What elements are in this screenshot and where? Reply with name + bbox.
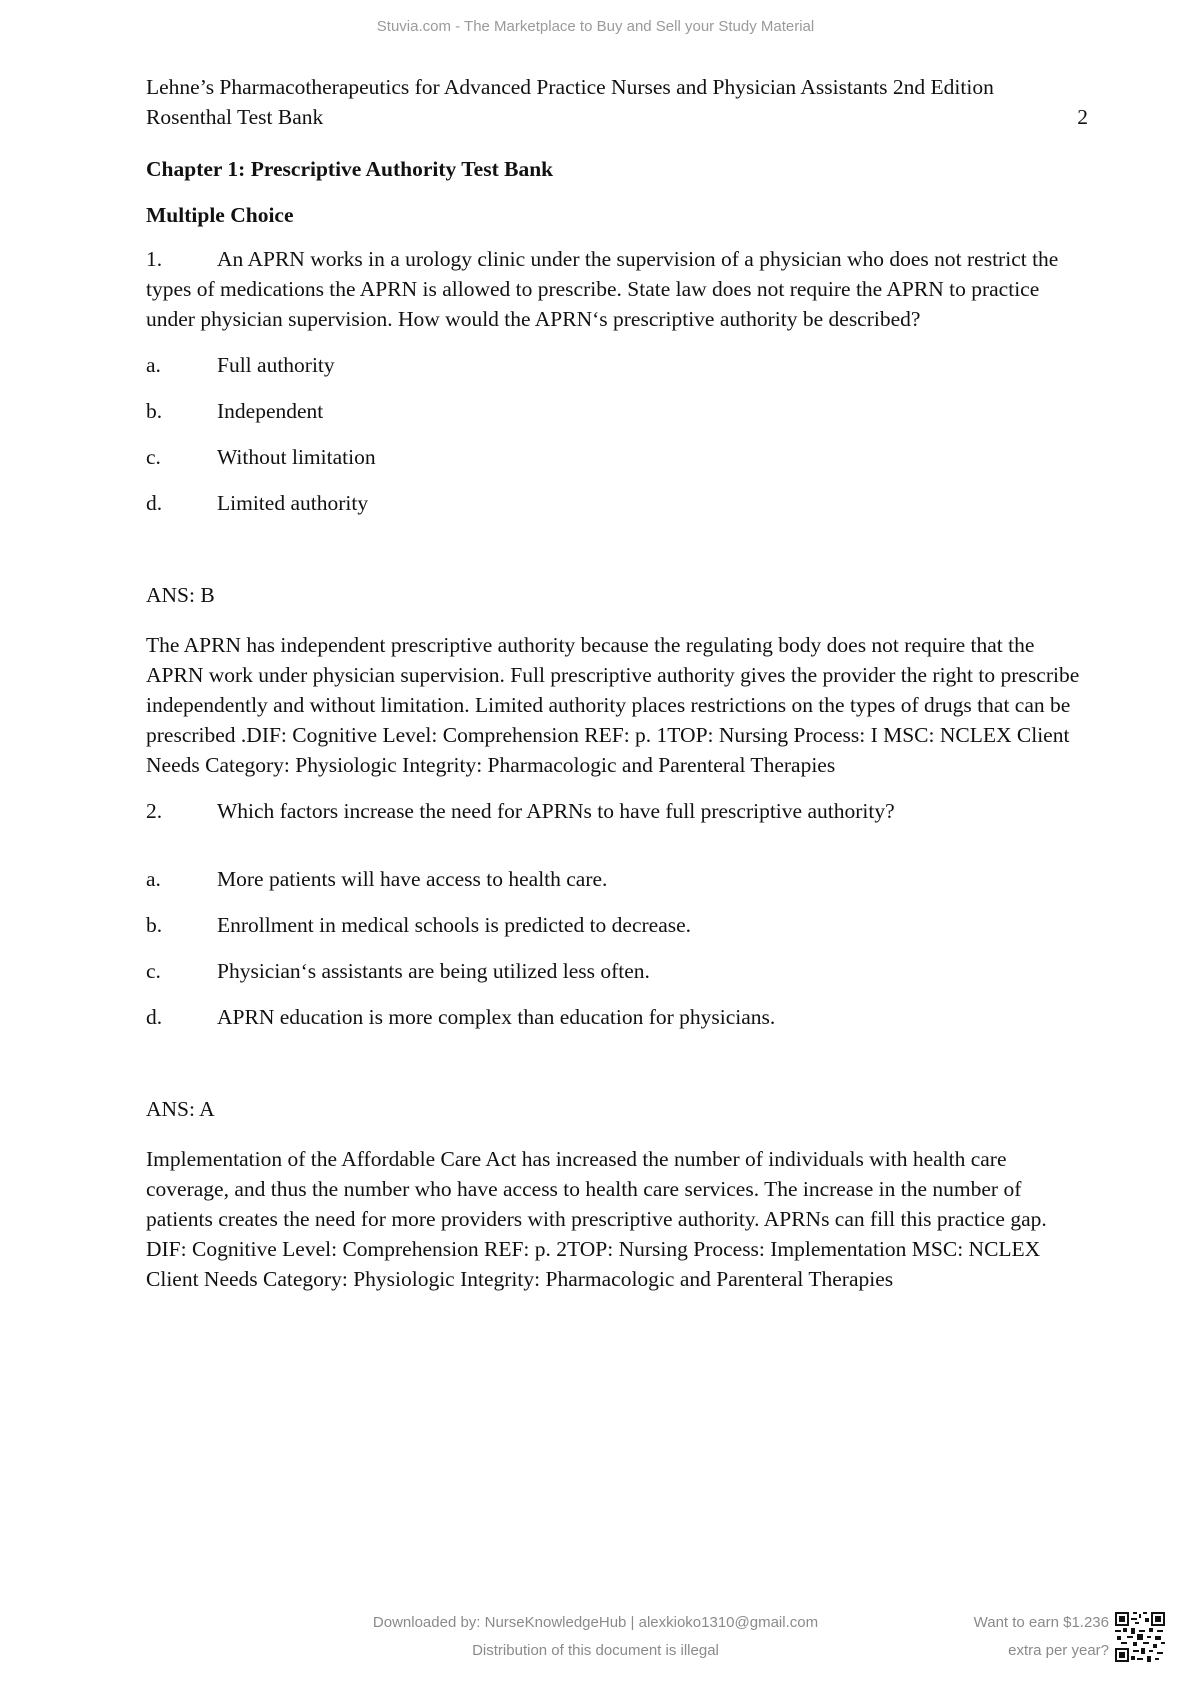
running-header — [146, 72, 1088, 132]
question-2 — [146, 796, 1088, 1294]
question-number: 1. — [146, 247, 163, 271]
stuvia-banner: Stuvia.com - The Marketplace to Buy and Sell your Study Material — [376, 18, 815, 35]
question-1 — [146, 244, 1088, 780]
answer-explanation: Implementation of the Affordable Care Act has increased the number of individuals with health care coverage, and thus the number who have access to health care services. The increase in the number of patients creates the need for more providers with prescriptive authority. APRNs can fill this practice gap. DIF: Cognitive Level: Comprehension REF: p. 2TOP: Nursing Process: Implementation MSC: NCLEX Client Needs Category: Physiologic Integrity: Pharmacologic and Parenteral Therapies — [146, 1147, 1047, 1291]
option-text: Limited authority — [217, 491, 369, 515]
option-text: Independent — [217, 399, 324, 423]
question-text: An APRN works in a urology clinic under the supervision of a physician who does not restrict the types of medications the APRN is allowed to prescribe. State law does not require the APRN to practice under physician supervision. How would the APRN‘s prescriptive authority be described? — [146, 247, 1059, 331]
section-title: Multiple Choice — [146, 203, 294, 227]
answer-key: ANS: A — [146, 1097, 215, 1121]
answer-key: ANS: B — [146, 583, 215, 607]
option-text: Full authority — [217, 353, 335, 377]
option-d — [146, 488, 1088, 518]
option-c — [146, 956, 1088, 986]
option-label: b. — [146, 399, 163, 423]
option-label: a. — [146, 867, 161, 891]
option-text: More patients will have access to health care. — [217, 867, 608, 891]
question-stem — [146, 244, 1088, 334]
options-list — [146, 864, 1088, 1032]
option-label: d. — [146, 1005, 163, 1029]
qr-code-icon[interactable] — [1115, 1612, 1165, 1662]
option-label: a. — [146, 353, 161, 377]
option-b — [146, 910, 1088, 940]
option-text: Without limitation — [217, 445, 376, 469]
document-body — [146, 72, 1088, 1294]
question-number: 2. — [146, 799, 163, 823]
option-text: APRN education is more complex than education for physicians. — [217, 1005, 776, 1029]
option-text: Enrollment in medical schools is predicted to decrease. — [217, 913, 692, 937]
option-label: c. — [146, 445, 161, 469]
answer-explanation: The APRN has independent prescriptive authority because the regulating body does not require that the APRN work under physician supervision. Full prescriptive authority gives the provider the right to prescribe independently and without limitation. Limited authority places restrictions on the types of drugs that can be prescribed .DIF: Cognitive Level: Comprehension REF: p. 1TOP: Nursing Process: I MSC: NCLEX Client Needs Category: Physiologic Integrity: Pharmacologic and Parenteral Therapies — [146, 633, 1080, 777]
distribution-notice: Distribution of this document is illegal — [472, 1642, 719, 1659]
option-b — [146, 396, 1088, 426]
option-label: d. — [146, 491, 163, 515]
option-d — [146, 1002, 1088, 1032]
promo-text-line2[interactable]: extra per year? — [1008, 1642, 1109, 1659]
document-title: Lehne’s Pharmacotherapeutics for Advanced Practice Nurses and Physician Assistants 2nd Edition Rosenthal Test Bank — [146, 75, 994, 129]
chapter-title: Chapter 1: Prescriptive Authority Test Bank — [146, 157, 554, 181]
page-number: 2 — [1077, 105, 1088, 129]
question-stem — [146, 796, 1088, 826]
downloaded-by-text: Downloaded by: NurseKnowledgeHub | alexkioko1310@gmail.com — [372, 1614, 819, 1631]
question-text: Which factors increase the need for APRNs to have full prescriptive authority? — [217, 799, 895, 823]
option-a — [146, 350, 1088, 380]
option-label: b. — [146, 913, 163, 937]
option-a — [146, 864, 1088, 894]
option-label: c. — [146, 959, 161, 983]
promo-text-line1[interactable]: Want to earn $1.236 — [973, 1614, 1109, 1631]
option-text: Physician‘s assistants are being utilized less often. — [217, 959, 650, 983]
option-c — [146, 442, 1088, 472]
